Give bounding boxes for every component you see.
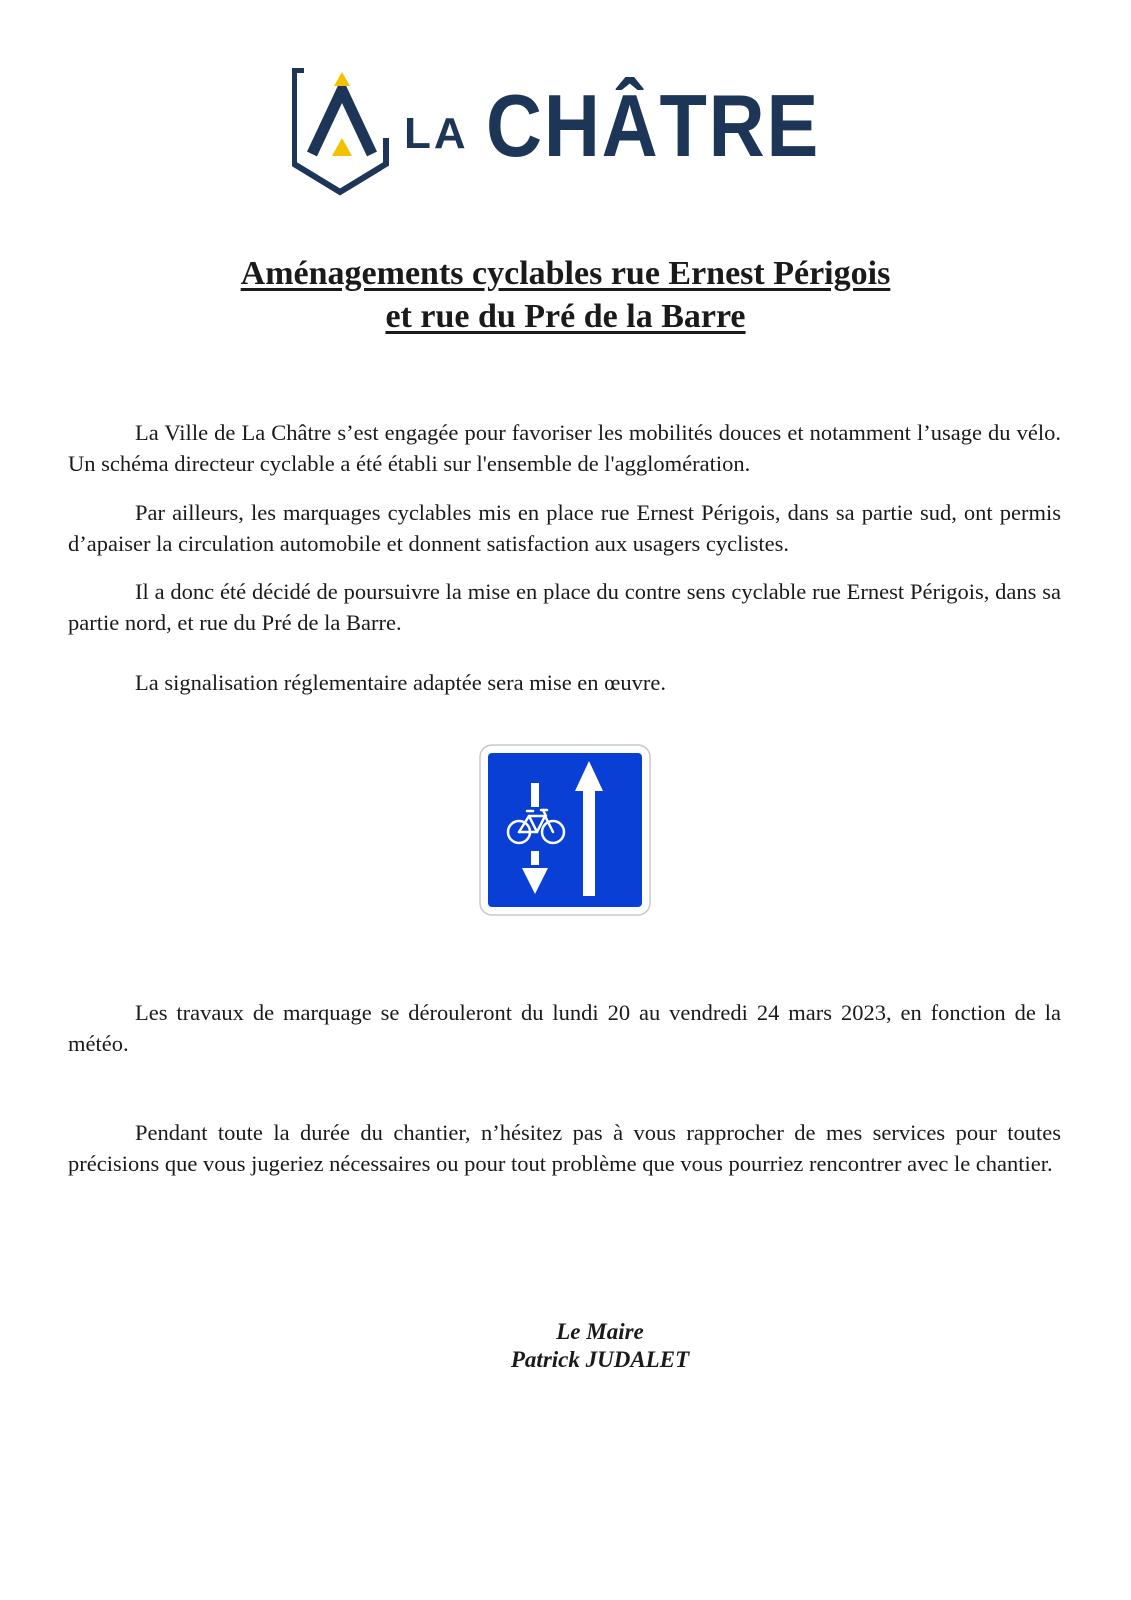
contraflow-cycle-lane-sign-icon: [479, 744, 651, 916]
paragraph-3: [68, 576, 1061, 638]
paragraph-6-text: Pendant toute la durée du chantier, n’hésitez pas à vous rapprocher de mes services pour toutes précisions que vous jugeriez nécessaires ou pour tout problème que vous pourriez rencontrer avec le chantier.: [68, 1120, 1061, 1176]
paragraph-1: [68, 417, 1061, 479]
title-line-1: Aménagements cyclables rue Ernest Périgois: [240, 255, 891, 292]
la-chatre-logo: [292, 68, 832, 198]
logo-gold-triangle-top: [334, 72, 350, 86]
paragraph-4-text: La signalisation réglementaire adaptée sera mise en œuvre.: [135, 670, 667, 695]
logo-text-chatre: CHÂTRE: [486, 76, 820, 175]
document-title: [0, 252, 1131, 338]
logo-gold-triangle-bottom: [332, 138, 352, 156]
logo-text-la: LA: [404, 109, 469, 158]
paragraph-3-text: Il a donc été décidé de poursuivre la mise en place du contre sens cyclable rue Ernest Périgois, dans sa partie nord, et rue du Pré de la Barre.: [68, 579, 1061, 635]
signature-role: Le Maire: [556, 1319, 644, 1344]
sign-dash-line: [531, 783, 539, 807]
paragraph-5-text: Les travaux de marquage se dérouleront du lundi 20 au vendredi 24 mars 2023, en fonction de la météo.: [68, 1000, 1061, 1056]
paragraph-6: [68, 1117, 1061, 1179]
title-line-2: et rue du Pré de la Barre: [385, 298, 746, 335]
signature-name: Patrick JUDALET: [510, 1347, 690, 1372]
paragraph-2-text: Par ailleurs, les marquages cyclables mis en place rue Ernest Périgois, dans sa partie sud, ont permis d’apaiser la circulation automobile et donnent satisfaction aux usagers cyclistes.: [68, 500, 1061, 556]
signature-block: [0, 1318, 1131, 1374]
sign-lane-line: [583, 786, 595, 896]
logo-graphic: [292, 68, 832, 198]
paragraph-4: [68, 667, 1061, 698]
paragraph-1-text: La Ville de La Châtre s’est engagée pour favoriser les mobilités douces et notamment l’usage du vélo. Un schéma directeur cyclable a été établi sur l'ensemble de l'agglomération.: [68, 420, 1061, 476]
paragraph-5: [68, 997, 1061, 1059]
paragraph-2: [68, 497, 1061, 559]
sign-arrow-shaft: [531, 851, 539, 865]
